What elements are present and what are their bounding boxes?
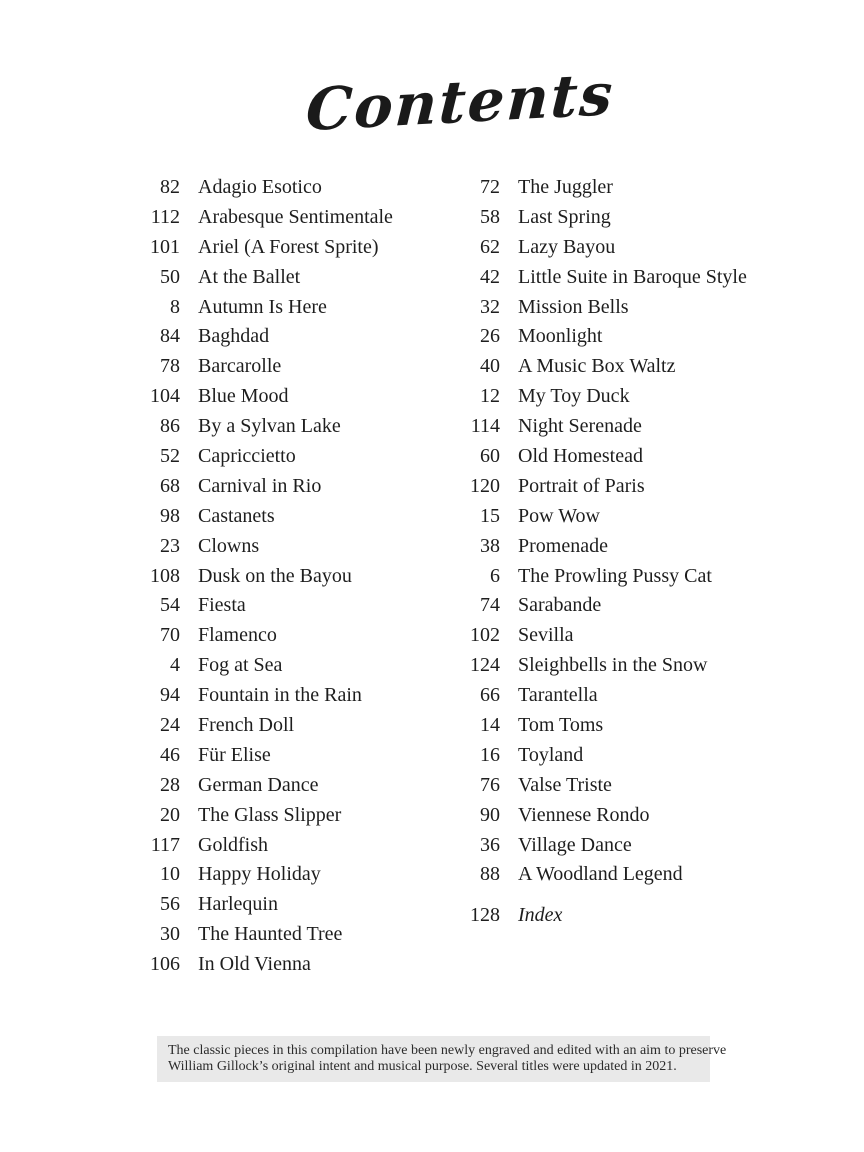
toc-title: Mission Bells: [518, 295, 629, 318]
toc-title: Autumn Is Here: [198, 295, 327, 318]
toc-page-number: 46: [160, 743, 180, 766]
footer-note-line-2: William Gillock’s original intent and musical purpose. Several titles were updated in 2021.: [168, 1058, 677, 1074]
toc-entry: [130, 801, 393, 831]
toc-entry: [130, 502, 393, 532]
page-title: Contents: [304, 59, 616, 145]
toc-page-number: 30: [160, 923, 180, 946]
toc-page-number: 50: [160, 265, 180, 288]
toc-page-number: 58: [480, 205, 500, 228]
toc-page-number: 114: [470, 415, 500, 438]
toc-page-number: 36: [480, 833, 500, 856]
toc-entry: [130, 890, 393, 920]
toc-entry: [130, 263, 393, 293]
toc-entry: [130, 562, 393, 592]
toc-title: French Doll: [198, 714, 295, 737]
toc-title: Ariel (A Forest Sprite): [198, 235, 379, 258]
toc-title: Promenade: [518, 534, 608, 557]
toc-page-number: 120: [470, 474, 500, 497]
toc-entry: [130, 352, 393, 382]
toc-title: Valse Triste: [518, 773, 612, 796]
toc-title: Toyland: [518, 743, 584, 766]
toc-page-number: 104: [150, 385, 180, 408]
toc-entry: [130, 532, 393, 562]
toc-page-number: 32: [480, 295, 500, 318]
toc-entry: [130, 621, 393, 651]
toc-title: By a Sylvan Lake: [198, 415, 341, 438]
toc-title: Old Homestead: [518, 445, 643, 468]
title-wrap: [0, 59, 864, 145]
toc-page-number: 106: [150, 953, 180, 976]
toc-title: Last Spring: [518, 205, 611, 228]
toc-entry: [450, 651, 747, 681]
toc-entry: [450, 711, 747, 741]
toc-entry: [450, 621, 747, 651]
toc-page-number: 8: [170, 295, 180, 318]
toc-page-number: 76: [480, 773, 500, 796]
toc-title: Little Suite in Baroque Style: [518, 265, 747, 288]
toc-page-number: 6: [490, 564, 500, 587]
toc-page-number: 72: [480, 176, 500, 198]
toc-page-number: 68: [160, 474, 180, 497]
toc-entry: [450, 382, 747, 412]
toc-entry: [450, 352, 747, 382]
toc-entry: [450, 801, 747, 831]
toc-title: The Juggler: [518, 176, 613, 198]
toc-entry: [450, 293, 747, 323]
toc-title: Flamenco: [198, 624, 277, 647]
toc-title: Fountain in the Rain: [198, 684, 362, 707]
toc-page-number: 15: [480, 504, 500, 527]
toc-page-number: 10: [160, 863, 180, 886]
toc-entry: [450, 173, 747, 203]
toc-title: Sarabande: [518, 594, 602, 617]
footer-note-line-1: The classic pieces in this compilation have been newly engraved and edited with an aim to preserve: [168, 1043, 727, 1058]
toc-entry: [130, 860, 393, 890]
toc-page-number: 74: [480, 594, 500, 617]
toc-title: A Woodland Legend: [518, 863, 683, 886]
toc-entry: [130, 591, 393, 621]
toc-page-number: 86: [160, 415, 180, 438]
toc-entry: [130, 442, 393, 472]
toc-right-entries: [450, 173, 747, 890]
toc-page-number: 56: [160, 893, 180, 916]
toc-page-number: 38: [480, 534, 500, 557]
toc-page-number: 16: [480, 743, 500, 766]
toc-page-number: 28: [160, 773, 180, 796]
toc-column-left: [130, 173, 393, 980]
toc-title: Capriccietto: [198, 445, 296, 468]
toc-title: Barcarolle: [198, 355, 282, 378]
toc-title: Sevilla: [518, 624, 574, 647]
toc-entry: [130, 681, 393, 711]
toc-entry: [130, 741, 393, 771]
toc-title: A Music Box Waltz: [518, 355, 676, 378]
toc-page-number: 12: [480, 385, 500, 408]
toc-page-number: 78: [160, 355, 180, 378]
toc-title: Tarantella: [518, 684, 598, 707]
toc-title: Goldfish: [198, 833, 268, 856]
toc-entry: [130, 831, 393, 861]
toc-page-number: 4: [170, 654, 180, 677]
toc-page-number: 62: [480, 235, 500, 258]
toc-entry: [130, 382, 393, 412]
toc-entry: [450, 412, 747, 442]
toc-page-number: 23: [160, 534, 180, 557]
toc-title: At the Ballet: [198, 265, 301, 288]
toc-title: Carnival in Rio: [198, 474, 322, 497]
toc-page-number: 112: [150, 205, 180, 228]
toc-title: Harlequin: [198, 893, 278, 916]
toc-title: Dusk on the Bayou: [198, 564, 352, 587]
toc-column-right: [450, 173, 747, 931]
toc-title: The Prowling Pussy Cat: [518, 564, 712, 587]
toc-title: Pow Wow: [518, 504, 600, 527]
toc-title: Sleighbells in the Snow: [518, 654, 708, 677]
toc-title: Blue Mood: [198, 385, 289, 408]
toc-page-number: 24: [160, 714, 180, 737]
toc-page-number: 88: [480, 863, 500, 886]
toc-title: Adagio Esotico: [198, 176, 322, 198]
toc-title: Viennese Rondo: [518, 803, 650, 826]
toc-entry: [130, 950, 393, 980]
toc-entry: [130, 322, 393, 352]
toc-page-number: 26: [480, 325, 500, 348]
toc-page-number: 60: [480, 445, 500, 468]
toc-title: Fog at Sea: [198, 654, 283, 677]
toc-entry: [130, 293, 393, 323]
toc-entry: [450, 233, 747, 263]
toc-title: Moonlight: [518, 325, 603, 348]
toc-entry: [130, 920, 393, 950]
toc-title: Castanets: [198, 504, 275, 527]
toc-entry: [130, 203, 393, 233]
toc-entry: [450, 860, 747, 890]
toc-page-number: 102: [470, 624, 500, 647]
toc-entry: [450, 322, 747, 352]
toc-page-number: 90: [480, 803, 500, 826]
toc-page-number: 14: [480, 714, 500, 737]
toc-page-number: 124: [470, 654, 500, 677]
toc-page-number: 117: [150, 833, 180, 856]
toc-page-number: 82: [160, 176, 180, 198]
toc-title: Für Elise: [198, 743, 271, 766]
toc-entry: [450, 442, 747, 472]
toc-entry: [450, 263, 747, 293]
toc-title: Fiesta: [198, 594, 246, 617]
toc-title-index: Index: [518, 904, 563, 927]
toc-entry: [130, 233, 393, 263]
toc-title: In Old Vienna: [198, 953, 311, 976]
toc-page-number: 108: [150, 564, 180, 587]
toc-entry: [450, 472, 747, 502]
toc-entry: [130, 412, 393, 442]
toc-title: Happy Holiday: [198, 863, 321, 886]
toc-page-number: 70: [160, 624, 180, 647]
toc-title: Night Serenade: [518, 415, 642, 438]
toc-title: Arabesque Sentimentale: [198, 205, 393, 228]
toc-page-number: 42: [480, 265, 500, 288]
toc-page-number: 20: [160, 803, 180, 826]
toc-page-number: 101: [150, 235, 180, 258]
toc-page-number: 52: [160, 445, 180, 468]
toc-entry: [450, 771, 747, 801]
toc-title: Portrait of Paris: [518, 474, 645, 497]
toc-page-number: 40: [480, 355, 500, 378]
toc-entry: [450, 502, 747, 532]
toc-title: Lazy Bayou: [518, 235, 616, 258]
toc-page-number: 54: [160, 594, 180, 617]
toc-page-number: 128: [470, 904, 500, 927]
toc-title: The Glass Slipper: [198, 803, 342, 826]
toc-entry: [130, 711, 393, 741]
toc-entry: [130, 472, 393, 502]
toc-title: Village Dance: [518, 833, 632, 856]
toc-entry: [130, 651, 393, 681]
toc-title: German Dance: [198, 773, 319, 796]
toc-entry: [450, 591, 747, 621]
toc-entry: [450, 741, 747, 771]
toc-entry: [450, 203, 747, 233]
toc-title: Tom Toms: [518, 714, 604, 737]
toc-page-number: 66: [480, 684, 500, 707]
toc-title: Baghdad: [198, 325, 270, 348]
toc-entry: [450, 562, 747, 592]
toc-page-number: 94: [160, 684, 180, 707]
footer-note: [157, 1036, 727, 1082]
toc-title: Clowns: [198, 534, 260, 557]
toc-entry: [130, 173, 393, 203]
toc-entry-index: [450, 901, 747, 931]
toc-page-number: 84: [160, 325, 180, 348]
toc-page-number: 98: [160, 504, 180, 527]
toc-entry: [450, 681, 747, 711]
toc-entry: [130, 771, 393, 801]
toc-title: My Toy Duck: [518, 385, 630, 408]
toc-title: The Haunted Tree: [198, 923, 343, 946]
toc-entry: [450, 532, 747, 562]
toc-entry: [450, 831, 747, 861]
